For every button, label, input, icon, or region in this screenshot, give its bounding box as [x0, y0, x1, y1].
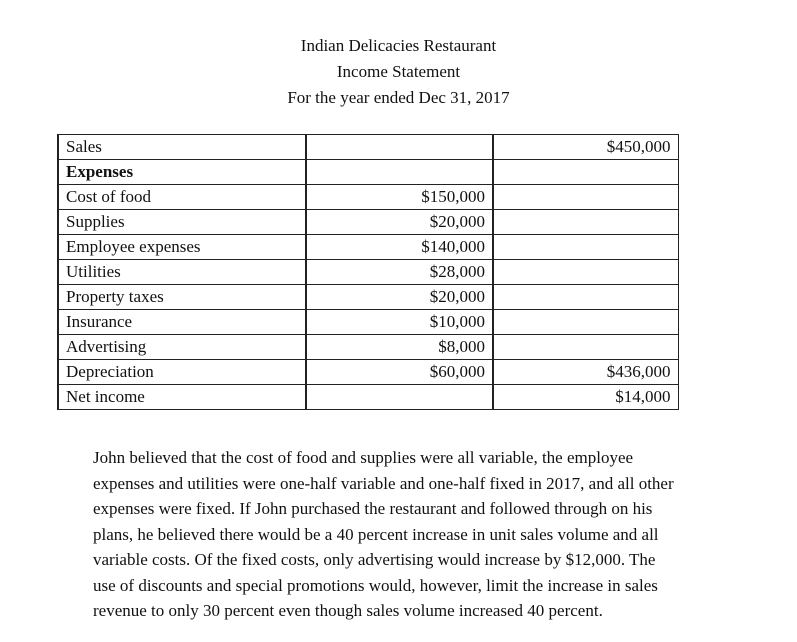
row-total: [493, 235, 678, 260]
row-total: [493, 260, 678, 285]
paragraph-line: use of discounts and special promotions would, however, limit the increase in sales: [93, 575, 658, 595]
row-amount: $140,000: [306, 235, 493, 260]
paragraph-line: variable costs. Of the fixed costs, only advertising would increase by $12,000. The: [93, 550, 656, 569]
row-amount: [306, 160, 493, 185]
row-total: [493, 160, 678, 185]
table-row: [58, 260, 678, 285]
row-label: Supplies: [58, 210, 306, 235]
paragraph-line: expenses were fixed. If John purchased the restaurant and followed through on his: [93, 499, 653, 518]
row-total: $436,000: [493, 360, 678, 385]
company-name: Indian Delicacies Restaurant: [300, 36, 497, 55]
paragraph-line: revenue to only 30 percent even though sales volume increased 40 percent.: [93, 601, 603, 620]
row-total: $14,000: [493, 385, 678, 410]
row-amount: $20,000: [306, 210, 493, 235]
row-amount: $28,000: [306, 260, 493, 285]
row-label: Employee expenses: [58, 235, 306, 260]
row-label: Utilities: [58, 260, 306, 285]
table-row: [58, 160, 678, 185]
table-row: [58, 235, 678, 260]
row-label: Net income: [58, 385, 306, 410]
table-row: [58, 310, 678, 335]
table-row: [58, 360, 678, 385]
row-label: Insurance: [58, 310, 306, 335]
statement-header: [0, 33, 797, 111]
description-paragraph: [93, 445, 753, 624]
table-row: [58, 185, 678, 210]
table-row: [58, 210, 678, 235]
row-label: Sales: [58, 135, 306, 160]
table-row: [58, 285, 678, 310]
row-label: Expenses: [58, 160, 306, 185]
row-amount: $10,000: [306, 310, 493, 335]
row-total: $450,000: [493, 135, 678, 160]
row-amount: $60,000: [306, 360, 493, 385]
row-label: Property taxes: [58, 285, 306, 310]
row-total: [493, 285, 678, 310]
paragraph-line: John believed that the cost of food and supplies were all variable, the employee: [93, 448, 634, 467]
row-total: [493, 310, 678, 335]
income-statement-table: [57, 134, 679, 410]
table-row: [58, 335, 678, 360]
statement-period: For the year ended Dec 31, 2017: [287, 88, 510, 107]
row-amount: $20,000: [306, 285, 493, 310]
row-amount: $8,000: [306, 335, 493, 360]
row-label: Advertising: [58, 335, 306, 360]
paragraph-line: plans, he believed there would be a 40 percent increase in unit sales volume and all: [93, 524, 659, 544]
table-row: [58, 385, 678, 410]
row-total: [493, 335, 678, 360]
table-row: [58, 135, 678, 160]
row-label: Cost of food: [58, 185, 306, 210]
row-label: Depreciation: [58, 360, 306, 385]
statement-title: Income Statement: [336, 62, 461, 81]
paragraph-line: expenses and utilities were one-half variable and one-half fixed in 2017, and all other: [93, 473, 674, 493]
row-amount: $150,000: [306, 185, 493, 210]
row-amount: [306, 135, 493, 160]
row-total: [493, 185, 678, 210]
row-amount: [306, 385, 493, 410]
row-total: [493, 210, 678, 235]
